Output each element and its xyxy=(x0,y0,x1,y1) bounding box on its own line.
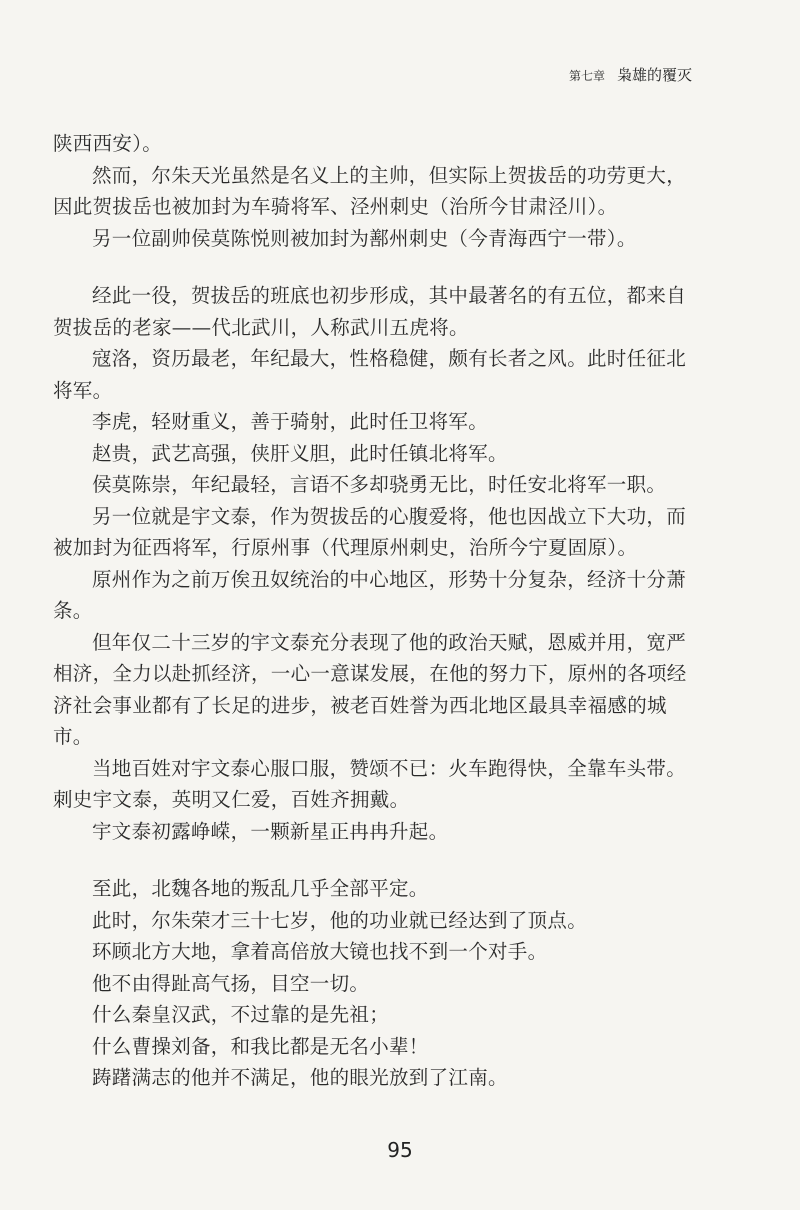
paragraph: 寇洛，资历最老，年纪最大，性格稳健，颇有长者之风。此时任征北将军。 xyxy=(53,347,687,402)
paragraph: 赵贵，武艺高强，侠肝义胆，此时任镇北将军。 xyxy=(92,441,508,465)
paragraph: 什么曹操刘备，和我比都是无名小辈！ xyxy=(92,1034,429,1058)
paragraph: 什么秦皇汉武，不过靠的是先祖； xyxy=(92,1003,390,1026)
paragraph: 另一位副帅侯莫陈悦则被加封为鄯州刺史（今青海西宁一带）。 xyxy=(92,226,637,250)
section-break xyxy=(53,847,698,873)
running-header xyxy=(569,64,692,85)
paragraph: 他不由得趾高气扬，目空一切。 xyxy=(92,971,370,995)
page-body xyxy=(53,128,698,1094)
paragraph: 但年仅二十三岁的宇文泰充分表现了他的政治天赋，恩威并用，宽严相济，全力以赴抓经济，一心一意谋发展，在他的努力下，原州的各项经济社会事业都有了长足的进步，被老百姓誉为西北地区最具幸福感的城市。 xyxy=(53,630,687,748)
page-number: 95 xyxy=(387,1138,413,1162)
paragraph: 此时，尔朱荣才三十七岁，他的功业就已经达到了顶点。 xyxy=(92,908,588,932)
paragraph: 宇文泰初露峥嵘，一颗新星正冉冉升起。 xyxy=(92,819,449,843)
paragraph: 另一位就是宇文泰，作为贺拔岳的心腹爱将，他也因战立下大功，而被加封为征西将军，行原州事（代理原州刺史，治所今宁夏固原）。 xyxy=(53,504,687,559)
paragraph: 当地百姓对宇文泰心服口服，赞颂不已：火车跑得快，全靠车头带。刺史宇文泰，英明又仁爱，百姓齐拥戴。 xyxy=(53,756,687,811)
paragraph: 至此，北魏各地的叛乱几乎全部平定。 xyxy=(92,877,429,900)
paragraph: 然而，尔朱天光虽然是名义上的主帅，但实际上贺拔岳的功劳更大，因此贺拔岳也被加封为车骑将军、泾州刺史（治所今甘肃泾川）。 xyxy=(53,163,687,218)
chapter-title: 枭雄的覆灭 xyxy=(616,66,692,84)
section-break xyxy=(53,254,698,280)
paragraph: 踌躇满志的他并不满足，他的眼光放到了江南。 xyxy=(92,1066,508,1089)
paragraph: 环顾北方大地，拿着高倍放大镜也找不到一个对手。 xyxy=(92,940,548,963)
paragraph: 经此一役，贺拔岳的班底也初步形成，其中最著名的有五位，都来自贺拔岳的老家——代北武川，人称武川五虎将。 xyxy=(53,284,687,339)
paragraph: 李虎，轻财重义，善于骑射，此时任卫将军。 xyxy=(92,410,489,433)
paragraph: 陕西西安）。 xyxy=(53,132,163,155)
chapter-label: 第七章 xyxy=(568,69,605,83)
paragraph: 原州作为之前万俟丑奴统治的中心地区，形势十分复杂，经济十分萧条。 xyxy=(53,567,687,622)
paragraph: 侯莫陈崇，年纪最轻，言语不多却骁勇无比，时任安北将军一职。 xyxy=(92,473,667,496)
